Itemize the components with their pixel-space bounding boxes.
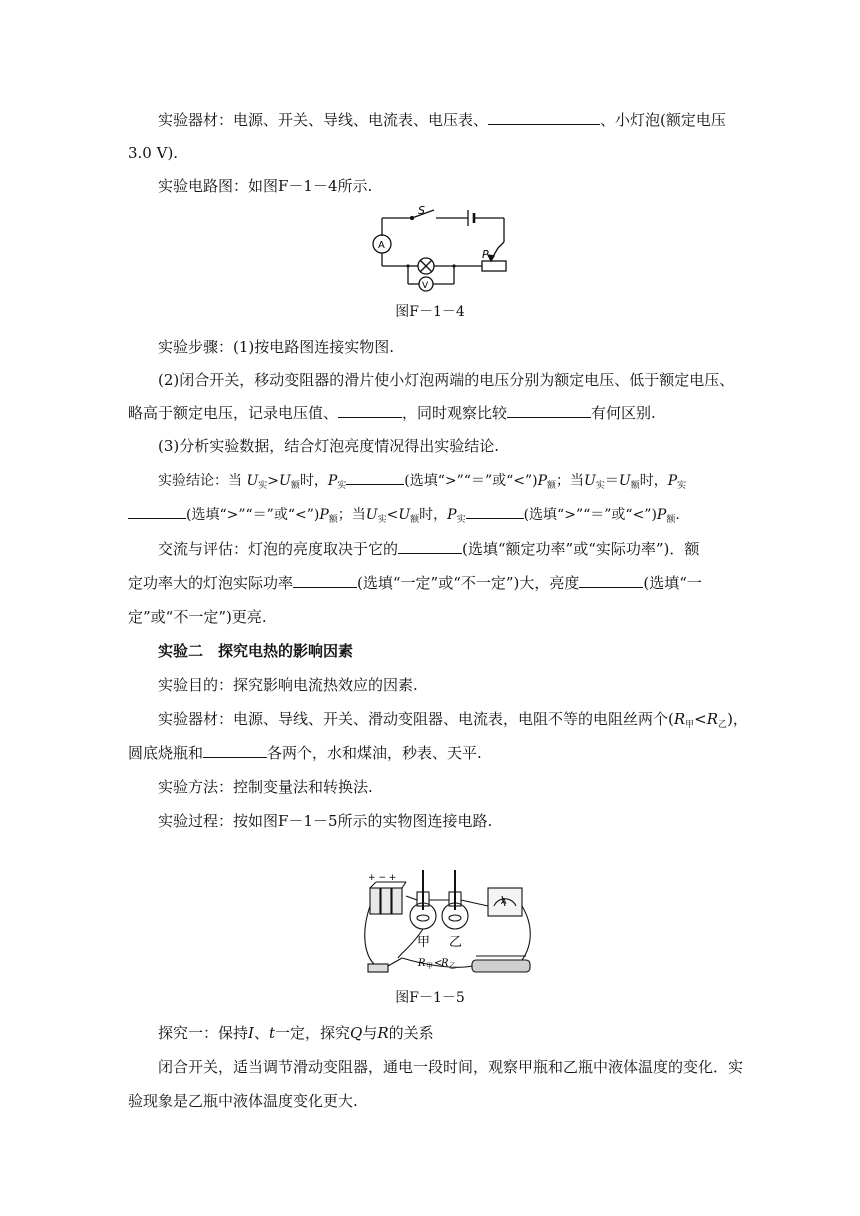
text: 时， bbox=[639, 473, 668, 489]
text: 与 bbox=[362, 1024, 378, 1042]
answer-blank[interactable] bbox=[579, 571, 643, 588]
symbol: U bbox=[398, 507, 411, 523]
text: 闭合开关，适当调节滑动变阻器，通电一段时间，观察甲瓶和乙瓶中液体温度的变化．实 bbox=[158, 1058, 744, 1076]
subscript: 额 bbox=[410, 515, 420, 525]
text: 、小灯泡(额定电压 bbox=[600, 111, 726, 129]
text: (选填“一定”或“不一定”)大，亮度 bbox=[357, 574, 580, 592]
text: . bbox=[675, 507, 680, 523]
symbol: P bbox=[319, 507, 329, 523]
text: ，同时观察比较 bbox=[402, 404, 508, 422]
text: 实验步骤：(1)按电路图连接实物图. bbox=[158, 338, 395, 356]
answer-blank[interactable] bbox=[128, 502, 186, 519]
line-observe-b bbox=[128, 1086, 740, 1116]
line-conclusion bbox=[128, 466, 740, 501]
section-heading: 实验二 探究电热的影响因素 bbox=[158, 642, 354, 660]
text: 各两个，水和煤油，秒表、天平. bbox=[267, 744, 482, 762]
line-step2b bbox=[128, 398, 740, 428]
slider-label: P bbox=[482, 248, 489, 261]
text: 实验过程：按如图F－1－5所示的实物图连接电路. bbox=[158, 812, 493, 830]
ammeter-label: A bbox=[378, 240, 385, 251]
text: 略高于额定电压，记录电压值、 bbox=[128, 404, 339, 422]
text: 实验器材：电源、导线、开关、滑动变阻器、电流表，电阻不等的电阻丝两个( bbox=[158, 710, 674, 728]
line-step3 bbox=[128, 431, 740, 461]
line-method bbox=[128, 772, 740, 802]
line-circuit-ref bbox=[128, 171, 740, 201]
text: (3)分析实验数据，结合灯泡亮度情况得出实验结论. bbox=[158, 437, 500, 455]
subscript: 实 bbox=[377, 515, 387, 525]
resistance-sub-2: 乙 bbox=[449, 962, 456, 970]
answer-blank[interactable] bbox=[398, 537, 462, 554]
symbol: I bbox=[248, 1024, 254, 1042]
text: 时， bbox=[419, 507, 448, 523]
subscript: 额 bbox=[290, 481, 300, 491]
symbol: U bbox=[365, 507, 378, 523]
text: 圆底烧瓶和 bbox=[128, 744, 204, 762]
subscript: 额 bbox=[666, 515, 676, 525]
line-inquiry1 bbox=[128, 1018, 740, 1048]
svg-text:+ − +: + − + bbox=[368, 873, 397, 883]
answer-blank[interactable] bbox=[338, 401, 402, 418]
text: 定功率大的灯泡实际功率 bbox=[128, 574, 294, 592]
answer-blank[interactable] bbox=[293, 571, 357, 588]
symbol: ＝ bbox=[604, 473, 619, 489]
text: ；当 bbox=[556, 473, 585, 489]
switch-label: S bbox=[418, 204, 425, 217]
symbol: < bbox=[386, 507, 399, 523]
text: ；当 bbox=[337, 507, 366, 523]
voltmeter-label: V bbox=[422, 281, 429, 291]
subscript: 甲 bbox=[685, 720, 695, 730]
symbol: U bbox=[279, 473, 291, 489]
symbol: P bbox=[656, 507, 667, 523]
apparatus-figure bbox=[362, 866, 540, 982]
symbol: P bbox=[327, 473, 338, 489]
line-equipment-2 bbox=[128, 704, 748, 740]
subscript: 额 bbox=[630, 481, 640, 491]
line-conclusion-b bbox=[128, 500, 740, 535]
line-equipment-2b bbox=[128, 738, 740, 768]
line-equipment bbox=[128, 105, 740, 135]
subscript: 实 bbox=[595, 481, 605, 491]
subscript: 额 bbox=[547, 481, 557, 491]
answer-blank[interactable] bbox=[488, 108, 600, 125]
svg-text:A: A bbox=[501, 897, 507, 906]
text: (选填“>”“＝”或“<”) bbox=[404, 473, 538, 489]
line-evaluation bbox=[128, 534, 740, 564]
subscript: 实 bbox=[677, 481, 687, 491]
figure-caption: 图F－1－4 bbox=[395, 304, 465, 320]
symbol: U bbox=[618, 473, 631, 489]
resistance-label-1: R bbox=[418, 958, 426, 969]
symbol: P bbox=[537, 473, 548, 489]
text: (选填“额定功率”或“实际功率”)．额 bbox=[462, 540, 700, 558]
answer-blank[interactable] bbox=[507, 401, 591, 418]
text: 、 bbox=[253, 1024, 269, 1042]
resistance-lt: < bbox=[434, 958, 443, 969]
line-evaluation-c bbox=[128, 602, 740, 632]
symbol: R bbox=[706, 710, 719, 728]
answer-blank[interactable] bbox=[203, 741, 267, 758]
circuit-diagram bbox=[350, 202, 520, 298]
answer-blank[interactable] bbox=[346, 468, 404, 485]
text: 实验方法：控制变量法和转换法. bbox=[158, 778, 373, 796]
subscript: 乙 bbox=[718, 720, 728, 730]
text: (选填“>”“＝”或“<”) bbox=[523, 507, 657, 523]
text: 验现象是乙瓶中液体温度变化更大. bbox=[128, 1092, 358, 1110]
symbol: R bbox=[673, 710, 686, 728]
symbol: P bbox=[667, 473, 678, 489]
text: )， bbox=[727, 710, 748, 728]
text: (2)闭合开关，移动变阻器的滑片使小灯泡两端的电压分别为额定电压、低于额定电压、 bbox=[158, 371, 735, 389]
subscript: 实 bbox=[258, 481, 268, 491]
subscript: 实 bbox=[456, 515, 466, 525]
line-step1 bbox=[128, 332, 740, 362]
answer-blank[interactable] bbox=[466, 502, 524, 519]
line-process bbox=[128, 806, 740, 836]
figure-caption: 图F－1－5 bbox=[395, 990, 465, 1006]
line-voltage bbox=[128, 138, 740, 168]
flask-yi-label: 乙 bbox=[449, 935, 463, 950]
line-evaluation-b bbox=[128, 568, 740, 598]
symbol: > bbox=[267, 473, 280, 489]
text: 实验器材：电源、开关、导线、电流表、电压表、 bbox=[158, 111, 489, 129]
text: 交流与评估：灯泡的亮度取决于它的 bbox=[158, 540, 399, 558]
text: (选填“>”“＝”或“<”) bbox=[186, 507, 320, 523]
text: 实验结论：当 bbox=[158, 473, 242, 489]
symbol: P bbox=[447, 507, 457, 523]
resistance-label-2: R bbox=[441, 958, 449, 969]
symbol: Q bbox=[350, 1024, 363, 1042]
text: (选填“一 bbox=[643, 574, 702, 592]
resistance-sub-1: 甲 bbox=[426, 962, 433, 970]
text: 3.0 V). bbox=[128, 144, 179, 162]
text: 有何区别. bbox=[591, 404, 656, 422]
line-purpose bbox=[128, 670, 740, 700]
symbol: U bbox=[584, 473, 596, 489]
text: 时， bbox=[299, 473, 328, 489]
text: 一定，探究 bbox=[275, 1024, 351, 1042]
text: 探究一：保持 bbox=[158, 1024, 249, 1042]
subscript: 实 bbox=[337, 481, 347, 491]
symbol: R bbox=[377, 1024, 389, 1042]
symbol: < bbox=[694, 710, 707, 728]
text: 实验电路图：如图F－1－4所示. bbox=[158, 177, 373, 195]
line-step2 bbox=[128, 365, 740, 395]
symbol: t bbox=[268, 1024, 275, 1042]
text: 实验目的：探究影响电流热效应的因素. bbox=[158, 676, 418, 694]
flask-jia-label: 甲 bbox=[417, 935, 431, 950]
line-observe bbox=[128, 1052, 744, 1082]
symbol: U bbox=[246, 473, 259, 489]
text: 的关系 bbox=[388, 1024, 434, 1042]
subscript: 额 bbox=[328, 515, 338, 525]
text: 定”或“不一定”)更亮. bbox=[128, 608, 267, 626]
